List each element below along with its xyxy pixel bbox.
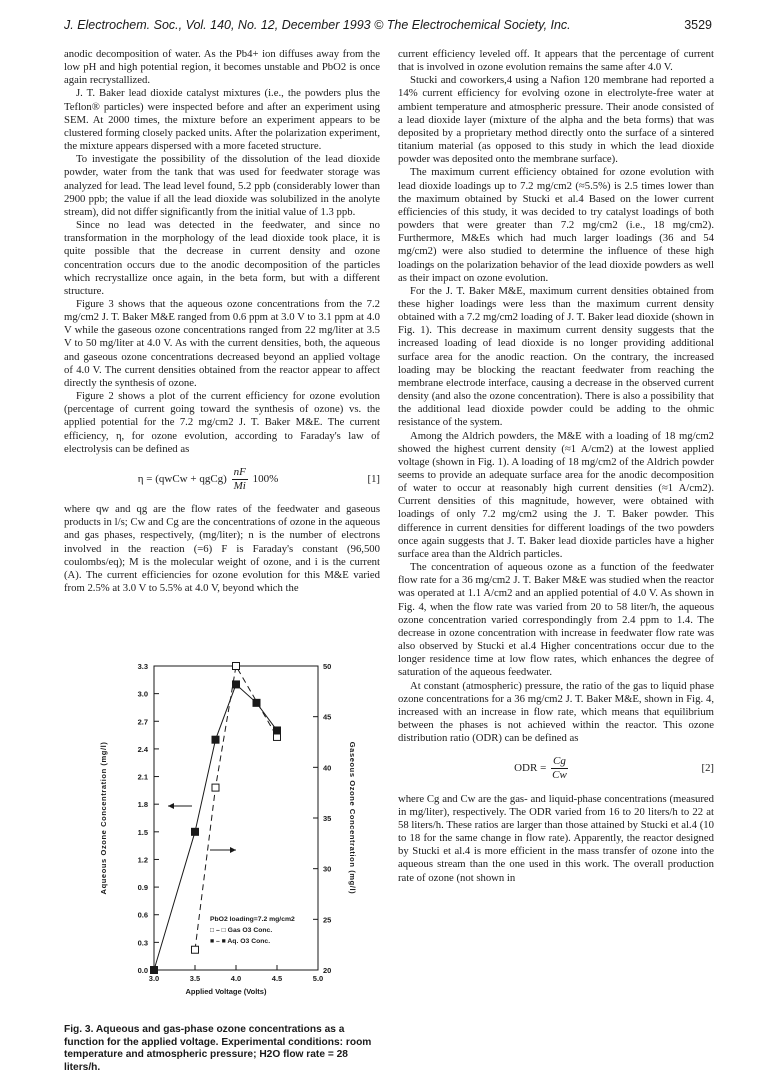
equation-2 xyxy=(398,755,714,782)
y2-tick-label: 45 xyxy=(323,712,332,722)
paragraph: At constant (atmospheric) pressure, the ratio of the gas to liquid phase ozone concentrations for a 36 mg/cm2 J. T. Baker M&E, shown in Fig. 4, increased with an increase in flow rate, which means that equilibrium between the phases is not achieved within the reactor. This ozone distribution ratio (ODR) can be defined as xyxy=(398,679,714,745)
equation-fraction xyxy=(551,755,568,782)
legend-entry-gas: □ – □ Gas O3 Conc. xyxy=(210,927,273,934)
right-column xyxy=(398,48,714,885)
paragraph: Figure 2 shows a plot of the current efficiency for ozone evolution (percentage of current going toward the synthesis of ozone) vs. the applied potential for the 7.2 mg/cm2 J. T. Baker M&E. The current efficiency, η, for ozone evolution, according to Faraday's law of electrolysis can be defined as xyxy=(64,390,380,455)
page-number: 3529 xyxy=(684,18,712,32)
data-point xyxy=(233,663,240,670)
y-tick-label: 0.9 xyxy=(137,883,148,893)
figure-caption: Fig. 3. Aqueous and gas-phase ozone concentrations as a function for the applied voltage. Experimental conditions: room temperature and atmospheric pressure; H2O flow rate = 28 liters/h. xyxy=(64,1024,372,1073)
y-tick-label: 2.1 xyxy=(137,772,148,782)
running-header xyxy=(64,18,712,36)
y-tick-label: 0.6 xyxy=(137,910,148,920)
x-axis-label: Applied Voltage (Volts) xyxy=(185,987,267,996)
y-tick-label: 1.5 xyxy=(137,827,148,837)
y2-tick-label: 35 xyxy=(323,814,332,823)
fraction-numerator: Cg xyxy=(551,755,568,769)
y-tick-label: 3.0 xyxy=(137,689,148,699)
x-tick-label: 4.0 xyxy=(230,974,242,983)
data-point xyxy=(233,681,240,688)
equation-fraction xyxy=(232,466,248,493)
x-tick-label: 4.5 xyxy=(271,974,283,983)
data-point xyxy=(192,828,199,835)
fraction-denominator: Mi xyxy=(233,480,246,492)
paragraph: current efficiency leveled off. It appears that the percentage of current that is involved in ozone evolution remains the same after 4.0 V. xyxy=(398,48,714,74)
plot-frame xyxy=(154,666,318,970)
paragraph: The concentration of aqueous ozone as a function of the feedwater flow rate for a 36 mg/cm2 J. T. Baker M&E was studied when the reactor was operated at 1.1 A/cm2 and an applied potential of 4.0 V. As shown in Fig. 4, when the flow rate was varied from 20 to 58 liter/h, the aqueous ozone concentration varied correspondingly from 2.4 ppm to 1.4. The decrease in ozone concentration with increase in feedwater flow rate was also observed by Stucki et al.4 Higher concentrations occur due to the longer residence time at low flow rates, which enhances the degree of saturation of the aqueous feedwater. xyxy=(398,561,714,679)
data-point xyxy=(212,736,219,743)
x-tick-label: 3.0 xyxy=(148,974,160,983)
ozone-concentration-chart xyxy=(64,656,380,1004)
y2-axis-label: Gaseous Ozone Concentration (mg/l) xyxy=(348,741,357,895)
y2-tick-label: 30 xyxy=(323,864,332,874)
y2-tick-label: 50 xyxy=(323,662,332,671)
paragraph: J. T. Baker lead dioxide catalyst mixtures (i.e., the powders plus the Teflon® particles) were inspected before and after an experiment using SEM. At 2000 times, the mixture before an experiment appears to be clustered forming closely packed units. After the polarization experiment, the mixture appears dispersed with a more faceted structure. xyxy=(64,87,380,153)
paragraph: Figure 3 shows that the aqueous ozone concentrations from the 7.2 mg/cm2 J. T. Baker M&E ranged from 0.6 ppm at 3.0 V to 3.1 ppm at 4.0 V while the gaseous ozone concentrations ranged from 22 mg/liter at 3.5 V to 50 mg/liter at 4.0 V. As with the current densities, both, the aqueous and gaseous ozone concentrations decreased beyond an applied voltage of 4.0 V. The current densities obtained from the reactor appear to affect directly the synthesis of ozone. xyxy=(64,297,380,389)
data-point xyxy=(212,784,219,791)
paragraph: Stucki and coworkers,4 using a Nafion 120 membrane had reported a 14% current efficiency for evolving ozone in electrolyte-free water at ambient temperature and atmospheric pressure. Their anode consisted of a lead dioxide layer (mixture of the alpha and the beta forms) that was deposited by a proprietary method directly onto the surface of a sintered titanium material (as opposed to this study in which the lead dioxide powder was deposited onto the membrane surface). xyxy=(398,74,714,166)
paragraph: where Cg and Cw are the gas- and liquid-phase concentrations (measured in mg/liter), respectively. The ODR varied from 16 to 20 liters/h to 22 at 58 liters/h. These ratios are larger than those attained by Stucki et al.4 (10 to 18 for the same change in flow rate). Apparently, the reactor designed by Stucki et al.4 is more efficient in the mass transfer of ozone into the aqueous stream than the one used in this work. The overall production rate of ozone (not shown in xyxy=(398,792,714,884)
journal-citation: J. Electrochem. Soc., Vol. 140, No. 12, December 1993 © The Electrochemical Society, Inc. xyxy=(64,18,571,32)
legend-title: PbO2 loading=7.2 mg/cm2 xyxy=(210,916,295,923)
x-tick-label: 5.0 xyxy=(312,974,324,983)
figure-3 xyxy=(64,656,380,1004)
arrow-left-head xyxy=(168,803,174,809)
equation-rhs: 100% xyxy=(252,473,279,486)
x-tick-label: 3.5 xyxy=(189,974,201,983)
fraction-denominator: Cw xyxy=(552,769,567,782)
series-line xyxy=(195,666,277,950)
y-tick-label: 1.2 xyxy=(137,855,148,865)
equation-lhs: η = (qwCw + qgCg) xyxy=(137,473,227,486)
y-tick-label: 2.4 xyxy=(137,744,148,754)
y-tick-label: 3.3 xyxy=(137,662,148,671)
y-tick-label: 0.0 xyxy=(137,966,148,975)
y-tick-label: 2.7 xyxy=(137,717,148,727)
paragraph: anodic decomposition of water. As the Pb4+ ion diffuses away from the low pH and high potential region, it becomes unstable and PbO2 is once again recrystallized. xyxy=(64,48,380,87)
equation-1 xyxy=(64,466,380,493)
data-point xyxy=(192,946,199,953)
arrow-right-head xyxy=(230,847,236,853)
y-tick-label: 0.3 xyxy=(137,938,148,948)
data-point xyxy=(253,699,260,706)
paragraph: To investigate the possibility of the dissolution of the lead dioxide powder, water from the tank that was used for feedwater storage was analyzed for lead. The lead level found, 5.2 ppb (considerably lower than 2900 ppb; the value if all the lead dioxide was solubilized in the anolyte stream), did not differ significantly from the initial value of 1.3 ppb. xyxy=(64,153,380,218)
equation-lhs: ODR = xyxy=(514,762,547,775)
y2-tick-label: 20 xyxy=(323,966,332,975)
data-point xyxy=(274,727,281,734)
fraction-numerator: nF xyxy=(232,466,248,480)
paragraph: Among the Aldrich powders, the M&E with a loading of 18 mg/cm2 showed the highest current density (≈1 A/cm2) at the lowest applied voltage (shown in Fig. 1). A loading of 18 mg/cm2 of the Aldrich powder seems to provide an adequate surface area for the anodic decomposition of water to occur at reasonably high current densities (≈1 A/cm2). Current densities of this magnitude, however, were obtained with loadings of only 7.2 mg/cm2 using the J. T. Baker powder. This difference in current densities for different loadings of the two powders once again suggests that J. T. Baker lead dioxide particles have a higher surface area than the Aldrich particles. xyxy=(398,429,714,560)
y-tick-label: 1.8 xyxy=(137,800,148,810)
y2-tick-label: 40 xyxy=(323,763,332,773)
paragraph: For the J. T. Baker M&E, maximum current densities obtained from these higher loadings were less than the maximum current density obtained with a 7.2 mg/cm2 loading of J. T. Baker lead dioxide (shown in Fig. 1). This decrease in maximum current density suggests that the increased loading of lead dioxide is no longer providing additional surface area for the anodic reaction. On the contrary, the increased loading may be blocking the reactant feedwater from reaching the membrane electrode interface, causing a decrease in the observed current density (and also the ozone concentration). There is also a possibility that the additional lead dioxide powder could be adding to the ohmic resistance of the system. xyxy=(398,284,714,429)
y2-tick-label: 25 xyxy=(323,915,332,925)
equation-number: [1] xyxy=(367,472,380,485)
paragraph: The maximum current efficiency obtained for ozone evolution with lead dioxide loadings up to 7.2 mg/cm2 (≈5.5%) is 2.5 times lower than the maximum obtained by Stucki et al.4 Based on the lower current efficiencies of this study, it was decided to try catalyst loadings of both powders that were greater than 7.2 mg/cm2 (i.e., 18 mg/cm2). Furthermore, M&Es which had much larger loadings (36 and 54 mg/cm2) were also studied to determine the influence of these high loadings on the polarization behavior of the lead dioxide powders as well as their impact on ozone evolution. xyxy=(398,166,714,284)
data-point xyxy=(151,967,158,974)
equation-number: [2] xyxy=(701,762,714,775)
y-axis-label: Aqueous Ozone Concentration (mg/l) xyxy=(99,741,108,895)
paragraph: Since no lead was detected in the feedwater, and since no transformation in the morphology of the lead dioxide took place, it is quite possible that the decrease in current density and ozone concentration occurs due to the anodic decomposition of the particles which recrystallize once again, in the beta form, but with a different structure. xyxy=(64,219,380,297)
legend-entry-aqueous: ■ – ■ Aq. O3 Conc. xyxy=(210,938,271,945)
paragraph: where qw and qg are the flow rates of the feedwater and gaseous products in l/s; Cw and Cg are the concentrations of ozone in the aqueous and gas phases, respectively, (mg/liter); n is the number of electrons involved in the reaction (=6) F is Faraday's constant (96,500 coulombs/eq); M is the molecular weight of ozone, and i is the current (A). The current efficiencies for ozone evolution for this M&E varied from 2.5% at 3.0 V to 5.5% at 4.0 V, beyond which the xyxy=(64,503,380,595)
left-column xyxy=(64,48,380,595)
